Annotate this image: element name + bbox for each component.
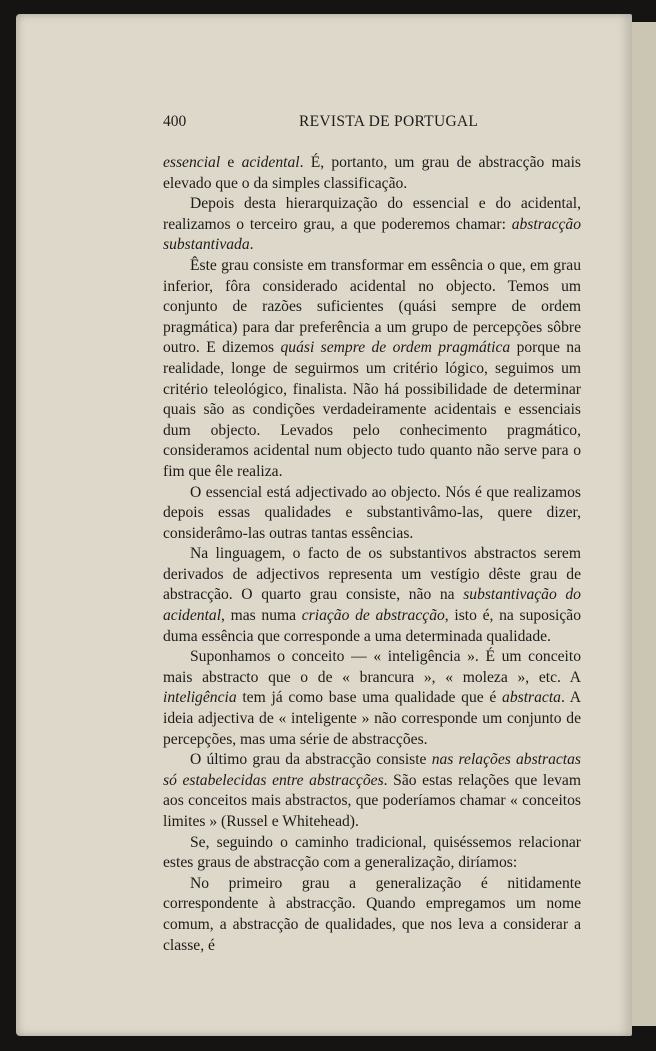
paragraph: Na linguagem, o facto de os substantivos abstractos serem derivados de adjectivos representa um vestígio dêste grau de abstracção. O quarto grau consiste, não na substantivação do acidental, mas numa criação de abstracção, isto é, na suposição duma essência que corresponde a uma determinada qualidade. bbox=[163, 545, 582, 645]
next-page-edge bbox=[628, 22, 656, 1026]
paragraph: Se, seguindo o caminho tradicional, quiséssemos relacionar estes graus de abstracção com a generalização, diríamos: bbox=[163, 833, 581, 872]
running-title: REVISTA DE PORTUGAL bbox=[299, 113, 479, 130]
page-body bbox=[163, 153, 581, 956]
paragraph: Suponhamos o conceito — « inteligência ». É um conceito mais abstracto que o de « brancura », « moleza », etc. A inteligência tem já como base uma qualidade que é abstracta. A ideia adjectiva de « inteligente » não corresponde um conjunto de percepções, mas uma série de abstracções. bbox=[163, 648, 581, 748]
paragraph: Depois desta hierarquização do essencial e do acidental, realizamos o terceiro grau, a que poderemos chamar: abstracção substantivada. bbox=[163, 195, 581, 254]
paragraph: O último grau da abstracção consiste nas relações abstractas só estabelecidas entre abstracções. São estas relações que levam aos conceitos mais abstractos, que poderíamos chamar « conceitos limites » (Russel e Whitehead). bbox=[163, 751, 581, 830]
paragraph: No primeiro grau a generalização é nitidamente correspondente à abstracção. Quando empregamos um nome comum, a abstracção de qualidades, que nos leva a considerar a classe, é bbox=[163, 874, 581, 954]
page-number: 400 bbox=[163, 113, 187, 130]
paragraph: Êste grau consiste em transformar em essência o que, em grau inferior, fôra considerado acidental no objecto. Temos um conjunto de razões suficientes (quási sempre de ordem pragmática) para dar preferência a um grupo de percepções sôbre outro. E dizemos quási sempre de ordem pragmática porque na realidade, longe de seguirmos um critério lógico, seguimos um critério teleológico, finalista. Não há possibilidade de determinar quais são as condições verdadeiramente acidentais e essenciais dum objecto. Levados pelo conhecimento pragmático, consideramos acidental num objecto tudo quanto não serve para o fim que êle realiza. bbox=[163, 256, 581, 480]
page-header bbox=[163, 113, 581, 133]
paragraph: essencial e acidental. É, portanto, um grau de abstracção mais elevado que o da simples classificação. bbox=[163, 154, 582, 192]
paragraph: O essencial está adjectivado ao objecto. Nós é que realizamos depois essas qualidades e substantivâmo-las, quere dizer, considerâmo-las outras tantas essências. bbox=[163, 483, 581, 542]
